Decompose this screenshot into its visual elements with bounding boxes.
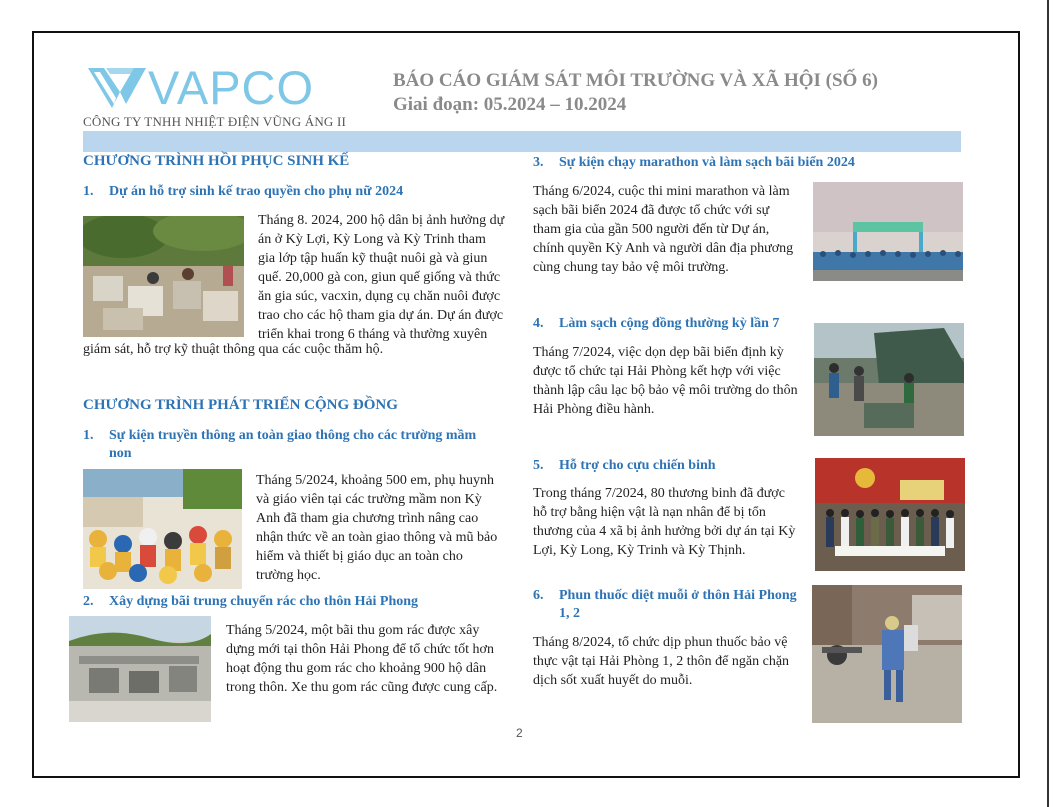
item-body (533, 182, 801, 277)
beach-cleanup-photo (814, 323, 964, 436)
item-heading (533, 587, 813, 623)
traffic-safety-photo (83, 469, 242, 589)
text-line: trao cho các hộ tham gia dự án. Dự án được (258, 308, 504, 323)
item-number: 5. (533, 458, 544, 473)
marathon-photo (813, 182, 963, 281)
text-line: và giáo viên tại các trường mầm non Kỳ (256, 492, 482, 507)
waste-station-photo (69, 616, 211, 722)
text-line: dịch sốt xuất huyết do muỗi. (533, 673, 693, 688)
veterans-support-photo (815, 458, 965, 571)
item-title: Dự án hỗ trợ sinh kế trao quyền cho phụ nữ 2024 (109, 184, 404, 199)
item-number: 1. (83, 184, 94, 199)
text-line: Tháng 5/2024, khoảng 500 em, phụ huynh (256, 473, 494, 488)
item-title: Xây dựng bãi trung chuyển rác cho thôn Hải Phong (109, 594, 419, 609)
text-line: thành lập câu lạc bộ bảo vệ môi trường do thôn (533, 383, 798, 398)
text-line: sạch bãi biển 2024 đã được tổ chức với sự (533, 203, 770, 218)
item-number: 6. (533, 588, 544, 603)
text-line: hỗ trợ bằng hiện vật là nạn nhân để bị tổn (533, 505, 766, 520)
item-title-cont: non (109, 446, 132, 461)
item-heading (533, 457, 716, 475)
item-title: Sự kiện truyền thông an toàn giao thông cho các trường mầm (109, 428, 477, 443)
women-livelihood-photo (83, 216, 244, 337)
text-line: Lợi, Kỳ Long, Kỳ Trinh và Kỳ Thịnh. (533, 543, 746, 558)
item-number: 1. (83, 428, 94, 443)
item-heading (83, 427, 513, 463)
company-name: CÔNG TY TNHH NHIỆT ĐIỆN VŨNG ÁNG II (83, 114, 347, 129)
text-line: thực vật tại Hải Phòng 1, 2 thôn để ngăn chặn (533, 654, 790, 669)
text-line: tham gia của gần 500 người đến từ Dự án, (533, 222, 770, 237)
mosquito-spraying-photo (812, 585, 962, 723)
item-number: 4. (533, 316, 544, 331)
item-title: Phun thuốc diệt muỗi ở thôn Hải Phong (559, 588, 797, 603)
logo-wordmark: VAPCO (148, 61, 315, 114)
text-line: Tháng 7/2024, việc dọn dẹp bãi biển định kỳ (533, 345, 784, 360)
text-line: trường học. (256, 568, 321, 583)
text-line: ăn gia súc, vacxin, dụng cụ chăn nuôi được (258, 289, 501, 304)
text-line: triển khai trong 6 tháng và thường xuyên (258, 327, 488, 342)
text-line: gia lớp tập huấn kỹ thuật nuôi gà và giun (258, 251, 488, 266)
item-number: 2. (83, 594, 94, 609)
text-line: Anh đã tham gia chương trình nâng cao (256, 511, 479, 526)
item-title-cont: 1, 2 (559, 606, 580, 621)
page-number: 2 (516, 726, 523, 740)
text-line: Tháng 8/2024, tổ chức dịp phun thuốc bảo vệ (533, 635, 788, 650)
text-line: thương của 4 xã bị ảnh hưởng bởi dự án tại Kỳ (533, 524, 796, 539)
item-body (256, 471, 510, 585)
text-line: chính quyền Kỳ Anh và người dân địa phương (533, 241, 794, 256)
item-body (226, 621, 510, 697)
item-title: Sự kiện chạy marathon và làm sạch bãi biển 2024 (559, 155, 855, 170)
text-line: Tháng 5/2024, một bãi thu gom rác được xây (226, 623, 480, 638)
item-body (533, 633, 803, 690)
item-heading (83, 593, 418, 611)
item-heading (533, 315, 779, 333)
text-line: án ở Kỳ Lợi, Kỳ Long và Kỳ Trinh tham (258, 232, 486, 247)
text-line: Tháng 8. 2024, 200 hộ dân bị ảnh hưởng dự (258, 213, 505, 228)
item-heading (533, 154, 855, 172)
text-line: Hải Phòng điều hành. (533, 402, 655, 417)
text-line: Trong tháng 7/2024, 80 thương binh đã được (533, 486, 785, 501)
section-title-community: CHƯƠNG TRÌNH PHÁT TRIỂN CỘNG ĐỒNG (83, 397, 398, 413)
item-title: Làm sạch cộng đồng thường kỳ lần 7 (559, 316, 780, 331)
header-band (83, 131, 961, 152)
vapco-logo (86, 62, 326, 112)
text-line: cùng chung tay bảo vệ môi trường. (533, 260, 729, 275)
text-line: trong thôn. Xe thu gom rác cũng được cung cấp. (226, 680, 498, 695)
text-line: Tháng 6/2024, cuộc thi mini marathon và làm (533, 184, 790, 199)
window-edge (1047, 0, 1049, 807)
section-title-livelihood: CHƯƠNG TRÌNH HỒI PHỤC SINH KẾ (83, 153, 350, 169)
text-line: hiểm và thiết bị giáo dục an toàn cho (256, 549, 463, 564)
text-line: giám sát, hỗ trợ kỹ thuật thông qua các cuộc thăm hộ. (83, 342, 384, 357)
item-number: 3. (533, 155, 544, 170)
text-line: quế. 20,000 gà con, giun quế giống và thức (258, 270, 501, 285)
report-title: BÁO CÁO GIÁM SÁT MÔI TRƯỜNG VÀ XÃ HỘI (SỐ 6) (393, 70, 878, 91)
item-heading (83, 183, 403, 201)
report-period: Giai đoạn: 05.2024 – 10.2024 (393, 94, 627, 115)
item-body (533, 484, 801, 560)
vapco-logo-icon (86, 64, 148, 110)
text-line: dựng mới tại thôn Hải Phong để tổ chức tốt hơn (226, 642, 494, 657)
item-body-beside (258, 211, 510, 344)
text-line: hoạt động thu gom rác cho khoảng 900 hộ dân (226, 661, 487, 676)
item-body (533, 343, 803, 419)
text-line: nhận thức về an toàn giao thông và mũ bảo (256, 530, 498, 545)
item-title: Hỗ trợ cho cựu chiến binh (559, 458, 716, 473)
text-line: được tổ chức tại Hải Phòng kết hợp với việc (533, 364, 781, 379)
